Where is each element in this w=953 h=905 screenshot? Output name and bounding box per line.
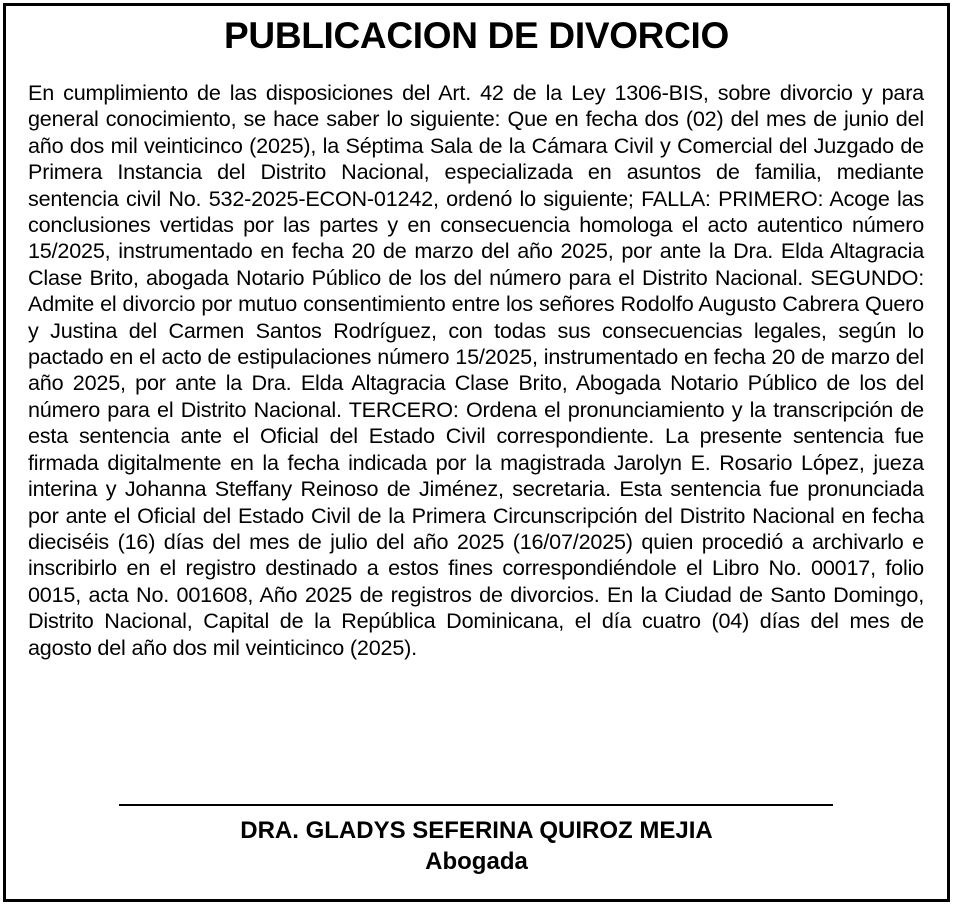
signer-name: DRA. GLADYS SEFERINA QUIROZ MEJIA (240, 817, 713, 844)
notice-frame (3, 3, 950, 902)
notice-title: PUBLICACION DE DIVORCIO (224, 15, 729, 56)
notice-body: En cumplimiento de las disposiciones del Art. 42 de la Ley 1306-BIS, sobre divorcio y para general conocimiento, se hace saber lo siguiente: Que en fecha dos (02) del mes de junio del año dos mil veinticinco (2025), la Séptima Sala de la Cámara Civil y Comercial del Juzgado de Primera Instancia del Distrito Nacional, especializada en asuntos de familia, mediante sentencia civil No. 532-2025-ECON-01242, ordenó lo siguiente; FALLA: PRIMERO: Acoge las conclusiones vertidas por las partes y en consecuencia homologa el acto autentico número 15/2025, instrumentado en fecha 20 de marzo del año 2025, por ante la Dra. Elda Altagracia Clase Brito, abogada Notario Público de los del número para el Distrito Nacional. SEGUNDO: Admite el divorcio por mutuo consentimiento entre los señores Rodolfo Augusto Cabrera Quero y Justina del Carmen Santos Rodríguez, con todas sus consecuencias legales, según lo pactado en el acto de estipulaciones número 15/2025, instrumentado en fecha 20 de marzo del año 2025, por ante la Dra. Elda Altagracia Clase Brito, Abogada Notario Público de los del número para el Distrito Nacional. TERCERO: Ordena el pronunciamiento y la transcripción de esta sentencia ante el Oficial del Estado Civil correspondiente. La presente sentencia fue firmada digitalmente en la fecha indicada por la magistrada Jarolyn E. Rosario López, jueza interina y Johanna Steffany Reinoso de Jiménez, secretaria. Esta sentencia fue pronunciada por ante el Oficial del Estado Civil de la Primera Circunscripción del Distrito Nacional en fecha dieciséis (16) días del mes de julio del año 2025 (16/07/2025) quien procedió a archivarlo e inscribirlo en el registro destinado a estos fines correspondiéndole el Libro No. 00017, folio 0015, acta No. 001608, Año 2025 de registros de divorcios. En la Ciudad de Santo Domingo, Distrito Nacional, Capital de la República Dominicana, el día cuatro (04) días del mes de agosto del año dos mil veinticinco (2025). (28, 80, 924, 660)
signer-title: Abogada (425, 848, 528, 875)
signature-line (119, 804, 833, 806)
